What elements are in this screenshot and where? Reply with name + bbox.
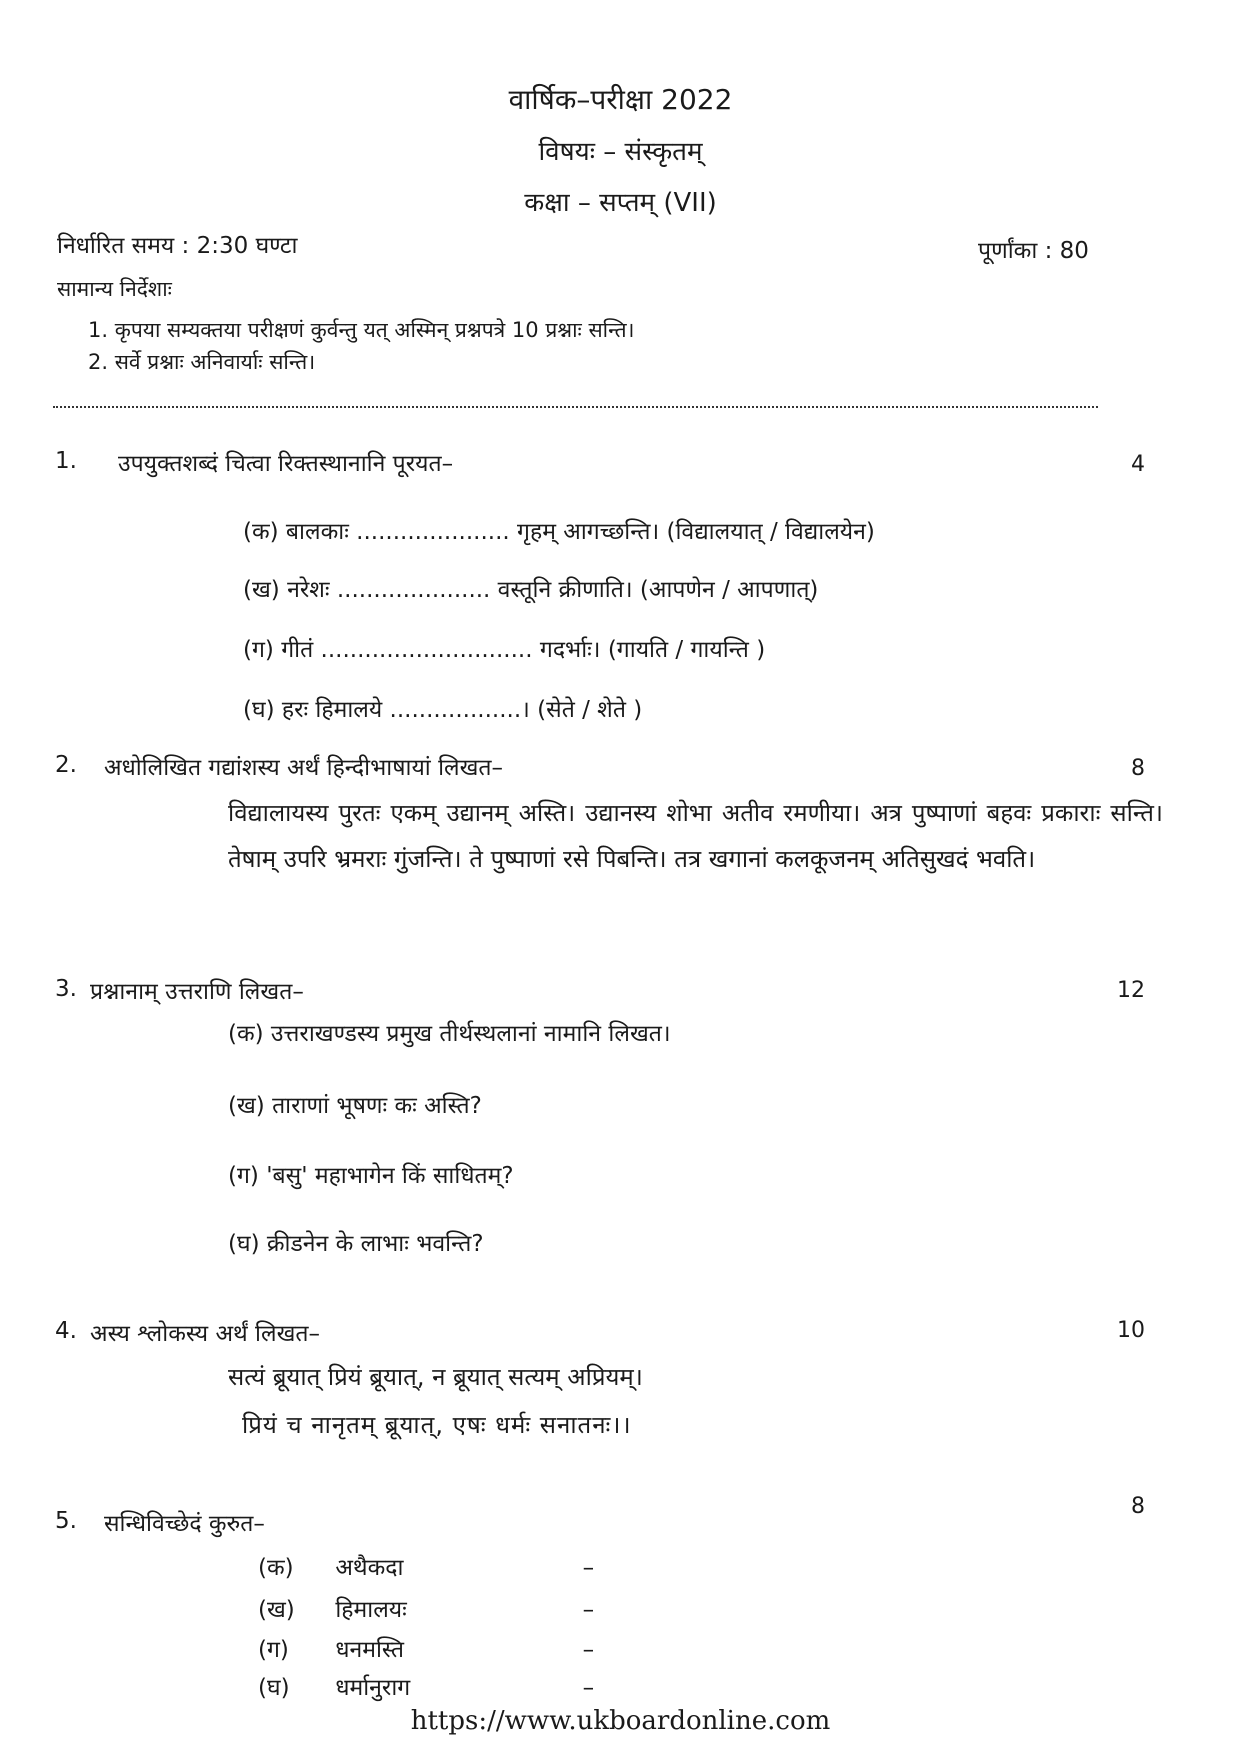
sandhi-item — [258, 1670, 594, 1702]
question-text: प्रश्नानाम् उत्तराणि लिखत– — [90, 979, 304, 1005]
exam-title: वार्षिक–परीक्षा 2022 — [508, 83, 733, 116]
shloka-line: प्रियं च नानृतम् ब्रूयात्, एषः धर्मः सनातनः।। — [242, 1411, 632, 1439]
question-number: 5. — [55, 1508, 77, 1534]
class-line: कक्षा – सप्तम् (VII) — [524, 188, 717, 218]
sandhi-word: धर्मानुराग — [335, 1675, 411, 1701]
instruction-item: 1. कृपया सम्यक्तया परीक्षणं कुर्वन्तु यत् अस्मिन् प्रश्नपत्रे 10 प्रश्नाः सन्ति। — [88, 318, 635, 342]
question-marks: 8 — [1131, 1494, 1145, 1519]
time-allowed: निर्धारित समय : 2:30 घण्टा — [57, 233, 298, 259]
question-text: सन्धिविच्छेदं कुरुत– — [104, 1511, 265, 1537]
instructions-heading: सामान्य निर्देशाः — [57, 277, 172, 301]
fill-blank-item: (ग) गीतं ............................. गदर्भाः। (गायति / गायन्ति ) — [243, 637, 766, 663]
sandhi-label: (ख) — [258, 1597, 295, 1623]
sandhi-dash: – — [582, 1597, 595, 1623]
question-number: 4. — [55, 1318, 77, 1344]
sandhi-dash: – — [582, 1675, 595, 1701]
question-number: 2. — [55, 752, 77, 778]
question-marks: 10 — [1117, 1318, 1145, 1343]
sandhi-dash: – — [582, 1555, 595, 1581]
question-text: उपयुक्तशब्दं चित्वा रिक्तस्थानानि पूरयत– — [118, 451, 454, 477]
sandhi-word: हिमालयः — [335, 1597, 407, 1623]
fill-blank-item: (ख) नरेशः ..................... वस्तूनि क्रीणाति। (आपणेन / आपणात्) — [243, 577, 819, 603]
short-question: (घ) क्रीडनेन के लाभाः भवन्ति? — [228, 1231, 484, 1257]
shloka-line: सत्यं ब्रूयात् प्रियं ब्रूयात्, न ब्रूयात् सत्यम् अप्रियम्। — [228, 1363, 643, 1391]
short-question: (ख) ताराणां भूषणः कः अस्ति? — [228, 1093, 482, 1119]
sandhi-item — [258, 1592, 594, 1624]
instruction-item: 2. सर्वे प्रश्नाः अनिवार्याः सन्ति। — [88, 350, 316, 374]
sandhi-label: (क) — [258, 1555, 294, 1581]
question-marks: 8 — [1131, 756, 1145, 781]
short-question: (ग) 'बसु' महाभागेन किं साधितम्? — [228, 1163, 514, 1189]
question-marks: 12 — [1117, 978, 1145, 1003]
question-number: 1. — [55, 448, 77, 474]
max-marks: पूर्णांका : 80 — [978, 238, 1089, 264]
footer-url: https://www.ukboardonline.com — [410, 1706, 831, 1736]
question-text: अधोलिखित गद्यांशस्य अर्थं हिन्दीभाषायां लिखत– — [104, 755, 504, 781]
sandhi-item — [258, 1632, 594, 1664]
sandhi-label: (घ) — [258, 1675, 290, 1701]
sandhi-label: (ग) — [258, 1637, 289, 1663]
fill-blank-item: (क) बालकाः ..................... गृहम् आगच्छन्ति। (विद्यालयात् / विद्यालयेन) — [243, 519, 875, 545]
question-marks: 4 — [1131, 452, 1145, 477]
sandhi-word: धनमस्ति — [335, 1637, 404, 1663]
sandhi-word: अथैकदा — [335, 1555, 404, 1581]
question-text: अस्य श्लोकस्य अर्थं लिखत– — [90, 1321, 321, 1347]
sandhi-item — [258, 1550, 594, 1582]
short-question: (क) उत्तराखण्डस्य प्रमुख तीर्थस्थलानां नामानि लिखत। — [228, 1021, 671, 1047]
passage-text: विद्यालायस्य पुरतः एकम् उद्यानम् अस्ति। उद्यानस्य शोभा अतीव रमणीया। अत्र पुष्पाणां बहवः प्रकाराः सन्ति। तेषाम् उपरि भ्रमराः गुंजन्ति। ते पुष्पाणां रसे पिबन्ति। तत्र खगानां कलकूजनम् अतिसुखदं भवति। — [228, 799, 1163, 873]
fill-blank-item: (घ) हरः हिमालये ..................। (सेते / शेते ) — [243, 697, 643, 723]
sandhi-dash: – — [582, 1637, 595, 1663]
subject-line: विषयः – संस्कृतम् — [538, 137, 703, 167]
question-number: 3. — [55, 976, 77, 1002]
section-divider — [53, 406, 1098, 408]
